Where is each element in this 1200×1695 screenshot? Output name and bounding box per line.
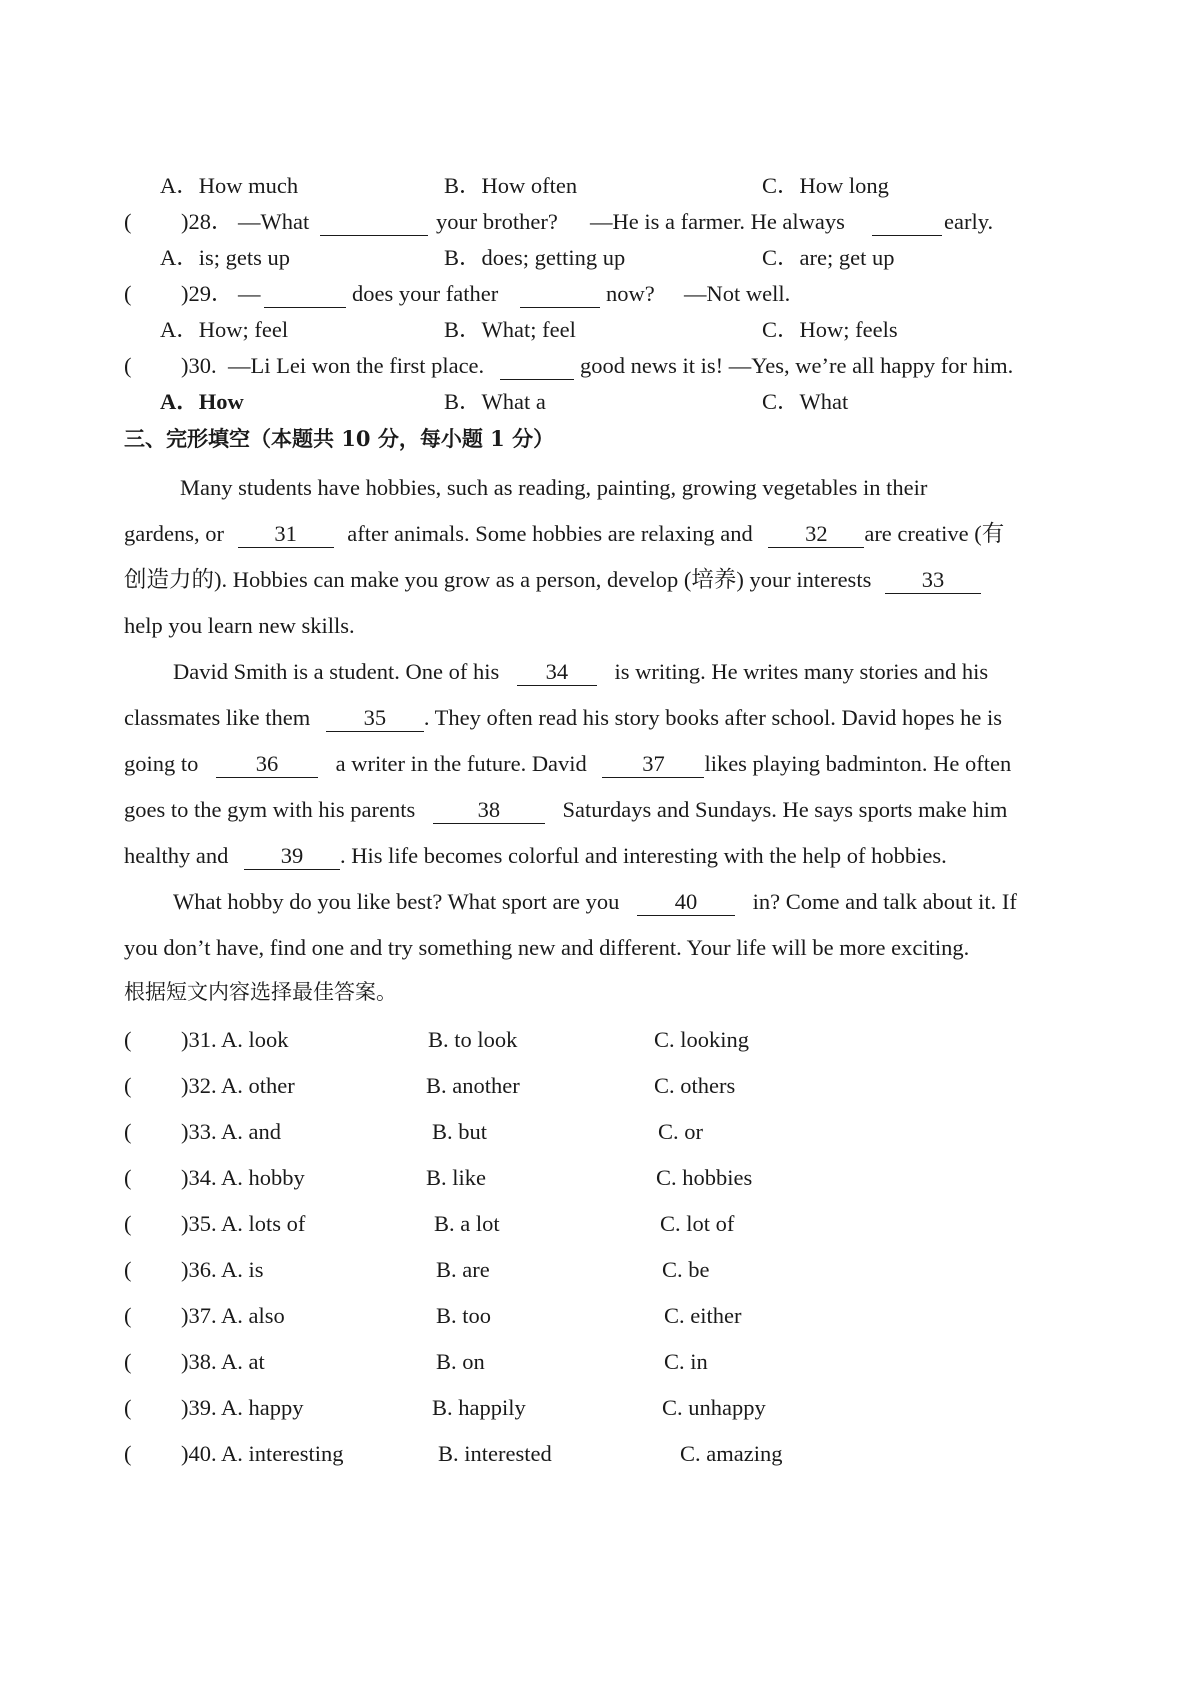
option-c: C. unhappy xyxy=(662,1395,766,1420)
question-29 xyxy=(0,280,1200,314)
question-number-option-a: )35. A. lots of xyxy=(181,1211,306,1236)
question-number-option-a: )39. A. happy xyxy=(181,1395,304,1420)
option-a: A．How much xyxy=(160,173,299,198)
passage-text: a writer in the future. David xyxy=(335,751,587,776)
cloze-blank-38: 38 xyxy=(433,798,545,824)
question-text: now? xyxy=(606,281,655,306)
answer-blank xyxy=(320,210,428,236)
passage-line xyxy=(124,842,947,870)
question-30 xyxy=(0,352,1200,386)
question-number-option-a: )40. A. interesting xyxy=(181,1441,344,1466)
answer-paren: ( xyxy=(124,1119,132,1144)
cloze-question-row xyxy=(0,1348,1200,1382)
passage-text: . They often read his story books after school. David hopes he is xyxy=(423,705,1003,730)
option-c: C. amazing xyxy=(680,1441,783,1466)
question-text: your brother? xyxy=(436,209,558,234)
passage-text: after animals. Some hobbies are relaxing and xyxy=(347,521,753,546)
answer-paren: ( xyxy=(124,281,132,306)
option-c: C. or xyxy=(658,1119,703,1144)
option-b: B. to look xyxy=(428,1027,518,1052)
cloze-blank-31: 31 xyxy=(238,522,334,548)
option-c: C．What xyxy=(762,389,849,414)
passage-text: is writing. He writes many stories and his xyxy=(614,659,989,684)
question-number: )29． xyxy=(181,281,234,306)
option-b: B. are xyxy=(436,1257,490,1282)
cloze-question-row xyxy=(0,1394,1200,1428)
passage-line xyxy=(124,520,1004,548)
answer-paren: ( xyxy=(124,1073,132,1098)
answer-paren: ( xyxy=(124,209,132,234)
option-a: A．How xyxy=(160,389,244,414)
question-number-option-a: )31. A. look xyxy=(181,1027,289,1052)
answer-paren: ( xyxy=(124,1303,132,1328)
answer-blank xyxy=(872,210,942,236)
option-b: B．What; feel xyxy=(444,317,576,342)
passage-line xyxy=(124,796,1007,824)
answer-blank xyxy=(520,282,600,308)
option-b: B. interested xyxy=(438,1441,552,1466)
cloze-question-row xyxy=(0,1164,1200,1198)
cloze-blank-34: 34 xyxy=(517,660,597,686)
question-number-option-a: )33. A. and xyxy=(181,1119,281,1144)
cloze-blank-35: 35 xyxy=(326,706,424,732)
option-c: C. in xyxy=(664,1349,708,1374)
question-number-option-a: )37. A. also xyxy=(181,1303,285,1328)
question-number-option-a: )32. A. other xyxy=(181,1073,295,1098)
passage-text: likes playing badminton. He often xyxy=(704,751,1012,776)
question-number: )30. xyxy=(181,353,217,378)
instruction-text: 根据短文内容选择最佳答案。 xyxy=(124,980,397,1004)
cloze-question-row xyxy=(0,1210,1200,1244)
passage-line xyxy=(124,566,981,594)
answer-paren: ( xyxy=(124,353,132,378)
option-b: B. like xyxy=(426,1165,486,1190)
passage-text: classmates like them xyxy=(124,705,311,730)
question-text: —He is a farmer. He always xyxy=(590,209,845,234)
passage-text: David Smith is a student. One of his xyxy=(173,659,500,684)
option-b: B．How often xyxy=(444,173,578,198)
question-text: early. xyxy=(944,209,994,234)
answer-paren: ( xyxy=(124,1349,132,1374)
answer-paren: ( xyxy=(124,1211,132,1236)
answer-paren: ( xyxy=(124,1257,132,1282)
answer-paren: ( xyxy=(124,1027,132,1052)
option-a: A．is; gets up xyxy=(160,245,291,270)
option-b: B. happily xyxy=(432,1395,526,1420)
passage-text: are creative (有 xyxy=(864,521,1005,546)
option-c: C．are; get up xyxy=(762,245,895,270)
q30-options xyxy=(0,388,1200,422)
passage-line: you don’t have, find one and try something new and different. Your life will be more exciting. xyxy=(124,935,970,960)
cloze-blank-33: 33 xyxy=(885,568,981,594)
option-b: B. on xyxy=(436,1349,485,1374)
passage-line xyxy=(173,658,988,686)
answer-paren: ( xyxy=(124,1441,132,1466)
cloze-question-row xyxy=(0,1026,1200,1060)
option-c: C. others xyxy=(654,1073,736,1098)
q28-options xyxy=(0,244,1200,278)
option-b: B. a lot xyxy=(434,1211,500,1236)
question-number-option-a: )34. A. hobby xyxy=(181,1165,305,1190)
question-text: —What xyxy=(238,209,310,234)
cloze-blank-40: 40 xyxy=(637,890,735,916)
option-c: C．How; feels xyxy=(762,317,898,342)
passage-text: . His life becomes colorful and interesting with the help of hobbies. xyxy=(339,843,947,868)
cloze-question-row xyxy=(0,1256,1200,1290)
answer-blank xyxy=(500,354,574,380)
question-text: — xyxy=(238,281,261,306)
option-c: C. either xyxy=(664,1303,742,1328)
passage-line xyxy=(173,888,1017,916)
option-b: B. too xyxy=(436,1303,492,1328)
question-number: )28． xyxy=(181,209,234,234)
cloze-blank-32: 32 xyxy=(768,522,864,548)
passage-text: gardens, or xyxy=(124,521,224,546)
cloze-blank-36: 36 xyxy=(216,752,318,778)
question-number-option-a: )36. A. is xyxy=(181,1257,264,1282)
cloze-blank-39: 39 xyxy=(244,844,340,870)
answer-blank xyxy=(264,282,346,308)
q29-options xyxy=(0,316,1200,350)
option-b: B．does; getting up xyxy=(444,245,626,270)
cloze-question-row xyxy=(0,1440,1200,1474)
question-text: does your father xyxy=(352,281,499,306)
passage-text: 创造力的). Hobbies can make you grow as a person, develop (培养) your interests xyxy=(124,567,872,592)
option-a: A．How; feel xyxy=(160,317,289,342)
cloze-blank-37: 37 xyxy=(602,752,704,778)
question-number-option-a: )38. A. at xyxy=(181,1349,265,1374)
cloze-question-row xyxy=(0,1302,1200,1336)
option-c: C．How long xyxy=(762,173,889,198)
passage-line: Many students have hobbies, such as reading, painting, growing vegetables in their xyxy=(180,475,928,500)
option-c: C. lot of xyxy=(660,1211,735,1236)
passage-text: healthy and xyxy=(124,843,229,868)
passage-text: What hobby do you like best? What sport are you xyxy=(173,889,620,914)
question-text: —Not well. xyxy=(684,281,791,306)
answer-paren: ( xyxy=(124,1165,132,1190)
question-28 xyxy=(0,208,1200,242)
option-b: B．What a xyxy=(444,389,546,414)
question-text: —Li Lei won the first place. xyxy=(228,353,485,378)
passage-text: going to xyxy=(124,751,199,776)
option-c: C. looking xyxy=(654,1027,750,1052)
section-heading: 三、完形填空（本题共 10 分，每小题 1 分） xyxy=(124,426,555,451)
option-c: C. be xyxy=(662,1257,710,1282)
option-b: B. another xyxy=(426,1073,520,1098)
passage-line xyxy=(124,750,1011,778)
cloze-question-row xyxy=(0,1118,1200,1152)
passage-text: in? Come and talk about it. If xyxy=(752,889,1017,914)
cloze-question-row xyxy=(0,1072,1200,1106)
passage-text: Saturdays and Sundays. He says sports make him xyxy=(562,797,1008,822)
passage-line xyxy=(124,704,1002,732)
passage-line: help you learn new skills. xyxy=(124,613,355,638)
answer-paren: ( xyxy=(124,1395,132,1420)
option-b: B. but xyxy=(432,1119,488,1144)
question-text: good news it is! —Yes, we’re all happy for him. xyxy=(580,353,1014,378)
option-c: C. hobbies xyxy=(656,1165,753,1190)
passage-text: goes to the gym with his parents xyxy=(124,797,416,822)
q27-options xyxy=(0,172,1200,206)
